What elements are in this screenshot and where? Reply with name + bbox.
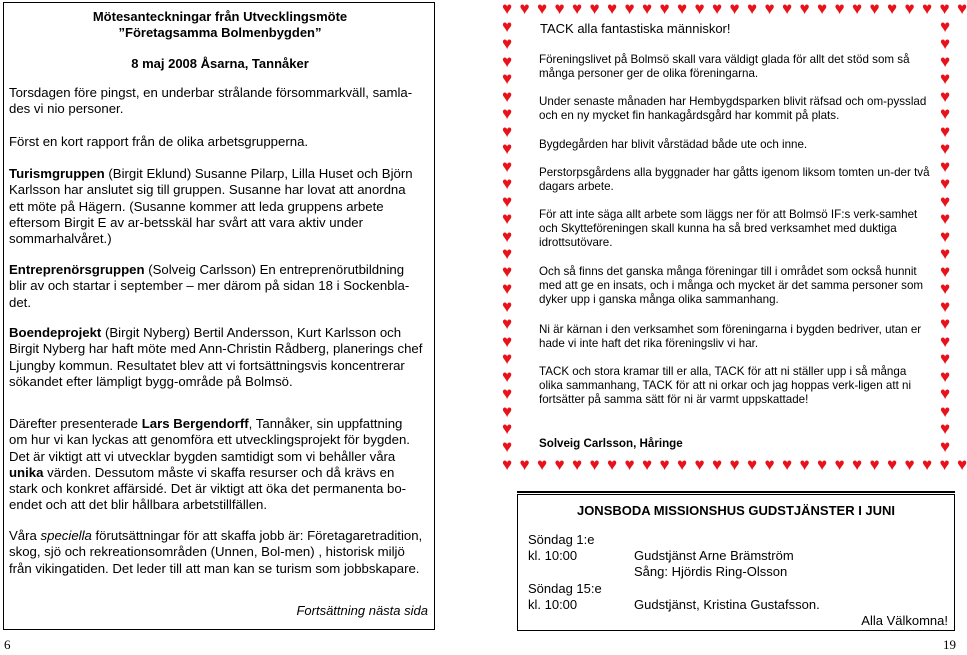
boende-heading: Boendeprojekt [9, 325, 102, 340]
heart-icon: ♥ [940, 104, 951, 123]
lars-text-a: Därefter presenterade [9, 416, 142, 431]
heart-icon: ♥ [940, 366, 951, 386]
article-title: Mötesanteckningar från Utvecklingsmöte [92, 9, 348, 24]
mission-time-2: kl. 10:00 [528, 597, 578, 612]
heart-icon: ♥ [502, 349, 513, 368]
heart-icon: ♥ [502, 51, 513, 71]
heart-icon: ♥ [747, 0, 758, 18]
thanks-para-2: Under senaste månaden har Hembygdsparken blivit räfsad och om-pysslad och en ny mycket fin hankagårdsgård har kommit på plats. [539, 95, 927, 122]
heart-icon: ♥ [502, 121, 513, 141]
heart-icon: ♥ [940, 156, 951, 176]
thanks-para-7: Ni är kärnan i den verksamhet som föreningarna i bygden bedriver, utan er hade vi inte haft det rika föreningsliv vi har. [539, 323, 922, 350]
heart-icon: ♥ [502, 34, 513, 53]
heart-icon: ♥ [502, 104, 513, 123]
heart-icon: ♥ [940, 261, 951, 281]
heart-icon: ♥ [659, 455, 670, 474]
lars-unika: unika [9, 464, 44, 480]
thanks-para-6: Och så finns det ganska många föreningar till i området som också hunnit med att ge en insats, och i många och mycket är det samma personer som dyker upp i ganska många olika sammanhang. [539, 265, 924, 306]
heart-icon: ♥ [940, 436, 951, 456]
mission-service-1: Gudstjänst Arne Brämström [634, 548, 794, 563]
heart-icon: ♥ [502, 244, 513, 263]
lars-text-b: , Tannåker, sin uppfattning om hur vi kan lyckas att genomföra ett utvecklingsprojekt för bygden. Det är viktigt att vi utvecklar bygden samtidigt som vi behåller våra [9, 416, 410, 464]
fs-speciella: speciella [40, 528, 92, 543]
heart-icon: ♥ [940, 139, 951, 158]
heart-icon: ♥ [940, 86, 951, 106]
thanks-para-5: För att inte säga allt arbete som läggs ner för att Bolmsö IF:s verk-samhet och Skytteföreningen skall kunna ha så bred verksamhet med duktiga idrottsutövare. [539, 208, 918, 249]
heart-icon: ♥ [502, 209, 513, 228]
heart-icon: ♥ [940, 34, 951, 53]
heart-icon: ♥ [940, 226, 951, 246]
heart-icon: ♥ [502, 261, 513, 281]
heart-icon: ♥ [589, 0, 600, 18]
heart-icon: ♥ [940, 209, 951, 228]
thanks-signature: Solveig Carlsson, Håringe [539, 437, 683, 450]
para-boende [9, 325, 423, 390]
heart-icon: ♥ [677, 455, 688, 474]
heart-icon: ♥ [904, 455, 915, 474]
left-article [3, 2, 435, 630]
turism-text: (Birgit Eklund) Susanne Pilarp, Lilla Huset och Björn Karlsson har anslutet sig till gruppen. Susanne har lovat att anordna ett möte på Hägern. (Susanne kommer att leda gruppens arbete eftersom Birgit E av ar-betsskäl har svårt att vara aktiv under sommarhalvåret.) [9, 166, 413, 247]
article-subtitle: ”Företagsamma Bolmenbygden” [118, 25, 322, 40]
thanks-box [517, 14, 945, 450]
heart-icon: ♥ [940, 191, 951, 211]
heart-icon: ♥ [817, 0, 828, 18]
article-date: 8 maj 2008 Åsarna, Tannåker [131, 56, 309, 71]
heart-icon: ♥ [940, 16, 951, 36]
heart-icon: ♥ [554, 0, 565, 18]
heart-icon: ♥ [764, 0, 775, 18]
heart-icon: ♥ [502, 419, 513, 438]
thanks-heading: TACK alla fantastiska människor! [540, 21, 731, 36]
heart-icon: ♥ [940, 51, 951, 71]
heart-icon: ♥ [729, 0, 740, 18]
heart-icon: ♥ [940, 401, 951, 421]
heart-icon: ♥ [502, 16, 513, 36]
heart-icon: ♥ [502, 0, 513, 18]
heart-icon: ♥ [502, 331, 513, 351]
heart-icon: ♥ [502, 314, 513, 333]
boende-text: (Birgit Nyberg) Bertil Andersson, Kurt Karlsson och Birgit Nyberg har haft möte med Ann-Christin Rådberg, planerings chef Ljungby kommun. Resultatet blev att vi fortsättningsvis koncentrerar sökandet efter lämpligt bygg-område på Bolmsö. [9, 325, 423, 389]
heart-icon: ♥ [782, 455, 793, 474]
mission-day-2: Söndag 15:e [528, 581, 602, 596]
para-turism [9, 166, 423, 247]
heart-icon: ♥ [782, 0, 793, 18]
heart-icon: ♥ [957, 0, 967, 18]
heart-icon: ♥ [957, 455, 967, 474]
heart-icon: ♥ [799, 455, 810, 474]
heart-icon: ♥ [537, 0, 548, 18]
fs-text-a: Våra [9, 528, 41, 543]
heart-icon: ♥ [642, 455, 653, 474]
mission-day-1: Söndag 1:e [528, 532, 595, 547]
heart-icon: ♥ [940, 419, 951, 438]
heart-icon: ♥ [607, 0, 618, 18]
heart-icon: ♥ [922, 0, 933, 18]
heart-icon: ♥ [502, 455, 513, 474]
heart-icon: ♥ [519, 455, 530, 474]
heart-icon: ♥ [764, 455, 775, 474]
heart-icon: ♥ [502, 86, 513, 106]
heart-icon: ♥ [747, 455, 758, 474]
heart-icon: ♥ [502, 191, 513, 211]
heart-icon: ♥ [502, 366, 513, 386]
heart-icon: ♥ [940, 121, 951, 141]
heart-icon: ♥ [519, 0, 530, 18]
mission-service-2: Gudstjänst, Kristina Gustafsson. [634, 597, 820, 612]
heart-icon: ♥ [940, 349, 951, 368]
heart-icon: ♥ [799, 0, 810, 18]
para-report: Först en kort rapport från de olika arbetsgrupperna. [9, 134, 309, 149]
heart-icon: ♥ [677, 0, 688, 18]
heart-icon: ♥ [940, 384, 951, 403]
heart-icon: ♥ [852, 0, 863, 18]
heart-icon: ♥ [834, 0, 845, 18]
heart-icon: ♥ [624, 455, 635, 474]
heart-icon: ♥ [694, 455, 705, 474]
heart-icon: ♥ [817, 455, 828, 474]
para-entreprenor [9, 262, 423, 311]
lars-name: Lars Bergendorff [141, 416, 249, 431]
mission-top-rule [517, 491, 955, 493]
para-lars [9, 416, 423, 514]
mission-box [517, 494, 955, 631]
heart-icon: ♥ [659, 0, 670, 18]
heart-icon: ♥ [940, 69, 951, 88]
heart-icon: ♥ [940, 279, 951, 298]
para-forutsattningar [9, 528, 423, 577]
thanks-para-8: TACK och stora kramar till er alla, TACK för att ni ställer upp i så många olika sammanhang, TACK för att ni orkar och jag hoppas verk-ligen att ni fortsätter på samma sätt för ni är varmt uppskattade! [539, 365, 912, 406]
mission-welcome: Alla Välkomna! [861, 613, 948, 628]
heart-icon: ♥ [642, 0, 653, 18]
heart-icon: ♥ [502, 226, 513, 246]
heart-icon: ♥ [940, 314, 951, 333]
heart-icon: ♥ [729, 455, 740, 474]
page-number-right: 19 [943, 637, 956, 652]
lars-text-c: värden. Dessutom måste vi skaffa resurser och då krävs en stark och konkret affärsidé. Det är viktigt att öka det permanenta bo-endet och att det blir hållbara arbetstillfällen. [9, 464, 407, 513]
heart-icon: ♥ [922, 455, 933, 474]
heart-icon: ♥ [940, 331, 951, 351]
heart-icon: ♥ [939, 455, 950, 474]
heart-icon: ♥ [502, 296, 513, 316]
heart-icon: ♥ [887, 455, 898, 474]
heart-icon: ♥ [537, 455, 548, 474]
entreprenor-heading: Entreprenörsgruppen [9, 262, 145, 277]
fs-text-b: förutsättningar för att skaffa jobb är: Företagaretradition, skog, sjö och rekreationsområden (Unnen, Bol-men) , historisk miljö från vikingatiden. Det leder till att man kan se turism som jobbskapare. [9, 528, 423, 576]
heart-icon: ♥ [940, 296, 951, 316]
thanks-para-4: Perstorpsgårdens alla byggnader har gåtts igenom liksom tomten un-der två dagars arbete. [539, 166, 930, 193]
heart-icon: ♥ [502, 279, 513, 298]
heart-icon: ♥ [939, 0, 950, 18]
para-intro: Torsdagen före pingst, en underbar strålande försommarkväll, samla-des vi nio personer. [9, 85, 413, 117]
heart-icon: ♥ [607, 455, 618, 474]
mission-time-1: kl. 10:00 [528, 548, 578, 563]
heart-icon: ♥ [869, 455, 880, 474]
heart-icon: ♥ [502, 436, 513, 456]
heart-icon: ♥ [869, 0, 880, 18]
heart-icon: ♥ [572, 455, 583, 474]
heart-icon: ♥ [904, 0, 915, 18]
heart-icon: ♥ [589, 455, 600, 474]
mission-song-1: Sång: Hjördis Ring-Olsson [634, 564, 788, 579]
heart-icon: ♥ [554, 455, 565, 474]
heart-icon: ♥ [572, 0, 583, 18]
heart-icon: ♥ [712, 0, 723, 18]
heart-icon: ♥ [712, 455, 723, 474]
heart-icon: ♥ [940, 244, 951, 263]
heart-icon: ♥ [852, 455, 863, 474]
heart-icon: ♥ [502, 384, 513, 403]
page-number-left: 6 [4, 637, 11, 652]
heart-icon: ♥ [502, 156, 513, 176]
heart-icon: ♥ [502, 69, 513, 88]
heart-icon: ♥ [502, 401, 513, 421]
continued-note: Fortsättning nästa sida [296, 603, 428, 618]
heart-icon: ♥ [502, 139, 513, 158]
thanks-para-3: Bygdegården har blivit vårstädad både ute och inne. [539, 138, 808, 151]
heart-icon: ♥ [834, 455, 845, 474]
entreprenor-text: (Solveig Carlsson) En entreprenörutbildning blir av och startar i september – mer därom på sidan 18 i Sockenbla-det. [9, 262, 410, 310]
thanks-para-1: Föreningslivet på Bolmsö skall vara väldigt glada för allt det stöd som så många personer ger de olika föreningarna. [539, 53, 910, 80]
heart-icon: ♥ [694, 0, 705, 18]
turism-heading: Turismgruppen [9, 166, 105, 181]
heart-icon: ♥ [502, 174, 513, 193]
heart-icon: ♥ [624, 0, 635, 18]
heart-icon: ♥ [940, 174, 951, 193]
mission-title: JONSBODA MISSIONSHUS GUDSTJÄNSTER I JUNI [576, 503, 896, 518]
heart-icon: ♥ [887, 0, 898, 18]
